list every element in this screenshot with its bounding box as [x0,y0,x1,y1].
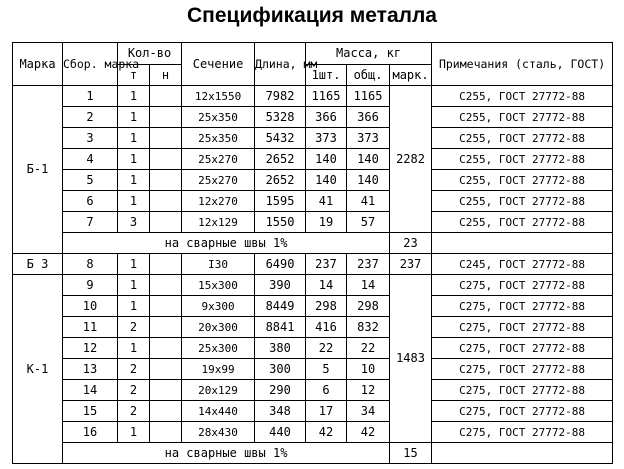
cell-t: 1 [118,422,150,443]
cell-obsh: 12 [347,380,390,401]
cell-sechenie: 20x300 [182,317,255,338]
cell-t: 1 [118,128,150,149]
cell-n [150,338,182,359]
cell-sht: 5 [306,359,347,380]
cell-sbor: 13 [63,359,118,380]
cell-t: 1 [118,275,150,296]
cell-obsh: 57 [347,212,390,233]
cell-n [150,317,182,338]
cell-t: 1 [118,107,150,128]
cell-sbor: 4 [63,149,118,170]
cell-prim: С255, ГОСТ 27772-88 [432,107,613,128]
weld-label: на сварные швы 1% [63,233,390,254]
cell-n [150,149,182,170]
cell-dlina: 300 [255,359,306,380]
cell-obsh: 298 [347,296,390,317]
header-massa: Масса, кг [306,43,432,65]
spec-body [13,86,613,464]
cell-obsh: 237 [347,254,390,275]
cell-sbor: 2 [63,107,118,128]
cell-t: 2 [118,317,150,338]
cell-t: 2 [118,380,150,401]
group-marka: Б 3 [13,254,63,275]
cell-sht: 140 [306,170,347,191]
cell-t: 1 [118,149,150,170]
cell-dlina: 8449 [255,296,306,317]
cell-obsh: 140 [347,149,390,170]
table-row [13,422,613,443]
header-dlina: Длина, мм [255,43,306,86]
header-sbor-marka: Сбор. марка [63,43,118,86]
table-row [13,359,613,380]
header-sht: 1шт. [306,65,347,86]
cell-sbor: 7 [63,212,118,233]
table-row [13,275,613,296]
cell-sht: 416 [306,317,347,338]
cell-sechenie: 28x430 [182,422,255,443]
cell-dlina: 6490 [255,254,306,275]
weld-empty [432,443,613,464]
cell-dlina: 2652 [255,170,306,191]
table-row [13,86,613,107]
cell-n [150,86,182,107]
cell-t: 2 [118,401,150,422]
cell-dlina: 5432 [255,128,306,149]
cell-dlina: 2652 [255,149,306,170]
cell-prim: С245, ГОСТ 27772-88 [432,254,613,275]
cell-sht: 22 [306,338,347,359]
cell-sbor: 16 [63,422,118,443]
table-row [13,149,613,170]
group-marka: К-1 [13,275,63,464]
cell-obsh: 832 [347,317,390,338]
cell-n [150,170,182,191]
cell-sht: 140 [306,149,347,170]
cell-sbor: 9 [63,275,118,296]
cell-sbor: 14 [63,380,118,401]
header-sechenie: Сечение [182,43,255,86]
cell-dlina: 348 [255,401,306,422]
table-row [13,212,613,233]
cell-n [150,191,182,212]
cell-n [150,401,182,422]
cell-prim: С275, ГОСТ 27772-88 [432,380,613,401]
cell-sechenie: 9x300 [182,296,255,317]
cell-n [150,380,182,401]
cell-dlina: 7982 [255,86,306,107]
cell-n [150,107,182,128]
cell-n [150,254,182,275]
cell-obsh: 34 [347,401,390,422]
cell-t: 2 [118,359,150,380]
header-marka: Марка [13,43,63,86]
cell-n [150,212,182,233]
cell-sht: 1165 [306,86,347,107]
weld-row [13,443,613,464]
cell-prim: С255, ГОСТ 27772-88 [432,149,613,170]
table-row [13,170,613,191]
table-row [13,296,613,317]
cell-prim: С255, ГОСТ 27772-88 [432,128,613,149]
header-obsh: общ. [347,65,390,86]
table-row [13,128,613,149]
table-row [13,254,613,275]
cell-sht: 298 [306,296,347,317]
group-total: 237 [390,254,432,275]
cell-t: 1 [118,296,150,317]
cell-prim: С275, ГОСТ 27772-88 [432,338,613,359]
cell-sechenie: 19x99 [182,359,255,380]
header-n: н [150,65,182,86]
weld-empty [432,233,613,254]
cell-sht: 6 [306,380,347,401]
cell-t: 1 [118,86,150,107]
cell-sht: 19 [306,212,347,233]
weld-row [13,233,613,254]
cell-sechenie: 25x350 [182,128,255,149]
header-row-1 [13,43,613,65]
page-title: Спецификация металла [187,4,437,27]
cell-prim: С255, ГОСТ 27772-88 [432,212,613,233]
table-row [13,338,613,359]
cell-sechenie: 25x300 [182,338,255,359]
cell-dlina: 5328 [255,107,306,128]
weld-value: 23 [390,233,432,254]
cell-dlina: 380 [255,338,306,359]
table-row [13,107,613,128]
cell-sht: 373 [306,128,347,149]
header-kol-vo: Кол-во [118,43,182,65]
table-row [13,191,613,212]
cell-sbor: 12 [63,338,118,359]
cell-sechenie: 12x1550 [182,86,255,107]
cell-obsh: 14 [347,275,390,296]
cell-sbor: 8 [63,254,118,275]
cell-t: 1 [118,191,150,212]
cell-sbor: 5 [63,170,118,191]
cell-sechenie: 25x350 [182,107,255,128]
group-marka: Б-1 [13,86,63,254]
cell-n [150,422,182,443]
cell-prim: С275, ГОСТ 27772-88 [432,275,613,296]
cell-t: 3 [118,212,150,233]
table-row [13,317,613,338]
cell-sbor: 3 [63,128,118,149]
cell-sechenie: 14x440 [182,401,255,422]
cell-dlina: 1595 [255,191,306,212]
cell-sechenie: 12x129 [182,212,255,233]
cell-sht: 366 [306,107,347,128]
cell-sechenie: 15x300 [182,275,255,296]
cell-sbor: 15 [63,401,118,422]
cell-sechenie: I30 [182,254,255,275]
cell-dlina: 290 [255,380,306,401]
cell-dlina: 390 [255,275,306,296]
group-total: 1483 [390,275,432,443]
metal-spec-table [12,42,613,464]
cell-sht: 237 [306,254,347,275]
cell-obsh: 42 [347,422,390,443]
cell-dlina: 440 [255,422,306,443]
cell-obsh: 366 [347,107,390,128]
cell-prim: С255, ГОСТ 27772-88 [432,170,613,191]
cell-n [150,128,182,149]
header-mark: марк. [390,65,432,86]
cell-sht: 14 [306,275,347,296]
cell-obsh: 10 [347,359,390,380]
cell-prim: С275, ГОСТ 27772-88 [432,296,613,317]
table-row [13,401,613,422]
cell-sbor: 6 [63,191,118,212]
cell-sht: 41 [306,191,347,212]
cell-t: 1 [118,170,150,191]
cell-sbor: 1 [63,86,118,107]
cell-obsh: 41 [347,191,390,212]
cell-obsh: 22 [347,338,390,359]
weld-label: на сварные швы 1% [63,443,390,464]
cell-dlina: 8841 [255,317,306,338]
cell-t: 1 [118,338,150,359]
cell-sbor: 11 [63,317,118,338]
cell-n [150,275,182,296]
cell-sht: 17 [306,401,347,422]
cell-prim: С255, ГОСТ 27772-88 [432,191,613,212]
cell-n [150,296,182,317]
cell-prim: С275, ГОСТ 27772-88 [432,359,613,380]
cell-obsh: 140 [347,170,390,191]
group-total: 2282 [390,86,432,233]
cell-sechenie: 20x129 [182,380,255,401]
table-row [13,380,613,401]
weld-value: 15 [390,443,432,464]
cell-t: 1 [118,254,150,275]
cell-sechenie: 12x270 [182,191,255,212]
cell-obsh: 373 [347,128,390,149]
cell-prim: С275, ГОСТ 27772-88 [432,422,613,443]
cell-n [150,359,182,380]
cell-sechenie: 25x270 [182,149,255,170]
cell-prim: С275, ГОСТ 27772-88 [432,401,613,422]
cell-dlina: 1550 [255,212,306,233]
header-t: т [118,65,150,86]
cell-prim: С275, ГОСТ 27772-88 [432,317,613,338]
cell-prim: С255, ГОСТ 27772-88 [432,86,613,107]
cell-sbor: 10 [63,296,118,317]
cell-sechenie: 25x270 [182,170,255,191]
cell-obsh: 1165 [347,86,390,107]
cell-sht: 42 [306,422,347,443]
header-primechaniya: Примечания (сталь, ГОСТ) [432,43,613,86]
